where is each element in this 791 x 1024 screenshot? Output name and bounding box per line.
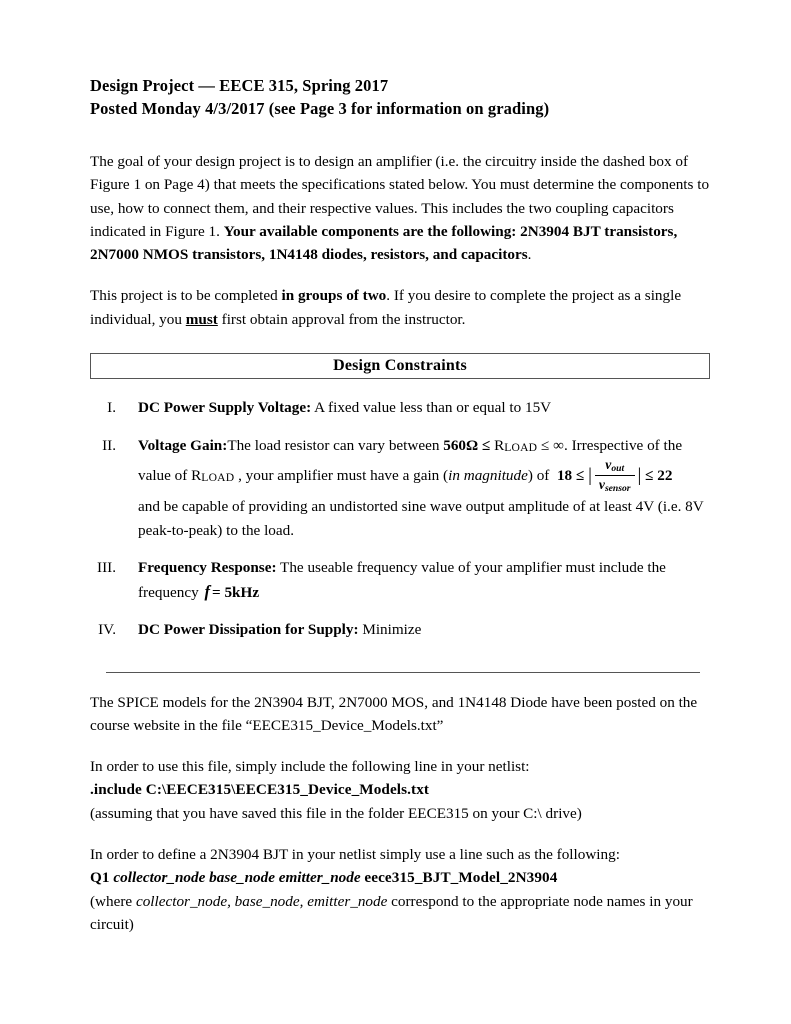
constraint-item-dc-power-dissipation [90, 618, 710, 642]
design-constraints-header-box [90, 353, 710, 379]
abs-bar-right: | [637, 465, 642, 487]
document-content [90, 74, 710, 954]
constraint-term-3: Frequency Response: [138, 559, 277, 577]
groups-paragraph-lead: This project is to be completed [90, 287, 282, 305]
spice-include-note: (assuming that you have saved this file in the folder EECE315 on your C:\ drive) [90, 804, 582, 822]
document-title-block [90, 74, 710, 120]
constraint-term-1: DC Power Supply Voltage: [138, 399, 312, 417]
v-sensor-subscript: sensor [604, 483, 631, 495]
constraint-item-voltage-gain [90, 434, 710, 543]
constraint-numeral-1: I. [107, 399, 116, 417]
constraint-2-line1-post: ≤ ∞. Irrespective of the [537, 436, 683, 454]
spice-define-nodes: collector_node base_node emitter_node [113, 869, 361, 887]
constraint-2-line2-pre: value of [138, 467, 192, 485]
spice-include-line: .include C:\EECE315\EECE315_Device_Models.txt [90, 781, 430, 799]
intro-paragraph-components-bold: Your available components are the following: 2N3904 BJT transistors, 2N7000 NMOS transistors, 1N4148 diodes, resistors, and capacitors [90, 222, 678, 264]
constraint-2-line2-mid: , your amplifier must have a gain ( [234, 467, 449, 485]
groups-paragraph-tail: first obtain approval from the instructor. [217, 310, 466, 328]
constraint-text-1: A fixed value less than or equal to 15V [314, 399, 552, 417]
gain-lower-bound: 18 ≤ [556, 467, 585, 485]
spice-define-note-pre: (where [90, 892, 136, 910]
constraint-2-line1-pre: The load resistor can vary between [227, 436, 444, 454]
frequency-symbol: f [204, 581, 211, 601]
constraint-numeral-2: II. [102, 436, 116, 454]
constraint-numeral-3: III. [97, 559, 116, 577]
frequency-value: = 5kHz [212, 583, 260, 601]
spice-define-intro: In order to define a 2N3904 BJT in your netlist simply use a line such as the following: [90, 846, 620, 864]
intro-paragraph [90, 150, 710, 266]
design-constraints-title: Design Constraints [333, 357, 467, 375]
spice-define-note-post: correspond to the appropriate node names in your circuit) [90, 892, 693, 933]
spice-define-paragraph [90, 843, 710, 936]
constraint-text-4: Minimize [362, 621, 422, 639]
must-emphasis: must [185, 310, 218, 328]
spice-include-intro: In order to use this file, simply include the following line in your netlist: [90, 758, 530, 776]
spice-define-q1: Q1 [90, 869, 110, 887]
constraint-term-4: DC Power Dissipation for Supply: [138, 621, 359, 639]
constraint-2-rload-subscript-2: LOAD [201, 471, 235, 485]
constraint-2-rload-symbol-2: R [191, 467, 202, 485]
v-out-symbol: v [605, 457, 612, 473]
v-out-subscript: out [611, 463, 625, 475]
section-divider [106, 672, 700, 673]
constraint-text-3: The useable frequency value of your amplifier must include the frequency [138, 559, 666, 601]
in-magnitude-italic: in magnitude [448, 467, 528, 485]
constraint-2-rload-subscript: LOAD [504, 440, 538, 454]
constraint-term-2: Voltage Gain: [138, 436, 228, 454]
abs-bar-left: | [588, 465, 592, 487]
gain-upper-bound: ≤ 22 [645, 467, 673, 485]
spice-define-note-nodes: collector_node, base_node, emitter_node [135, 892, 388, 910]
constraint-2-resistance-range: 560Ω ≤ [443, 436, 495, 454]
spice-define-model: eece315_BJT_Model_2N3904 [364, 869, 558, 887]
v-sensor-symbol: v [598, 477, 605, 493]
constraint-numeral-4: IV. [98, 621, 116, 639]
groups-of-two-bold: in groups of two [281, 287, 387, 305]
constraint-item-frequency-response [90, 556, 710, 604]
spice-models-paragraph: The SPICE models for the 2N3904 BJT, 2N7000 MOS, and 1N4148 Diode have been posted on the course website in the file “EECE315_Device_Models.txt” [90, 693, 698, 734]
constraint-item-dc-power-supply-voltage [90, 396, 710, 420]
intro-paragraph-period: . [527, 246, 532, 264]
constraint-2-line3: and be capable of providing an undistorted sine wave output amplitude of at least 4V (i.e. 8V peak-to-peak) to the load. [138, 498, 704, 539]
groups-paragraph-mid: . If you desire to complete the project as a single individual, you [90, 287, 682, 328]
gain-inequality [556, 457, 673, 495]
title-line-2: Posted Monday 4/3/2017 (see Page 3 for information on grading) [90, 99, 550, 118]
spice-include-paragraph [90, 755, 710, 825]
constraint-2-rload-symbol: R [494, 436, 505, 454]
constraint-2-line2-post: ) of [527, 467, 550, 485]
title-line-1: Design Project — EECE 315, Spring 2017 [90, 76, 389, 95]
gain-fraction-numerator [595, 457, 635, 475]
gain-fraction [595, 457, 635, 494]
groups-paragraph [90, 284, 710, 331]
intro-paragraph-plain: The goal of your design project is to design an amplifier (i.e. the circuitry inside the dashed box of Figure 1 on Page 4) that meets the specifications stated below. You must determine the components to use, how to connect them, and their respective values. This includes the two coupling capacitors indicated in Figure 1. [90, 153, 710, 240]
gain-fraction-denominator [595, 475, 635, 494]
